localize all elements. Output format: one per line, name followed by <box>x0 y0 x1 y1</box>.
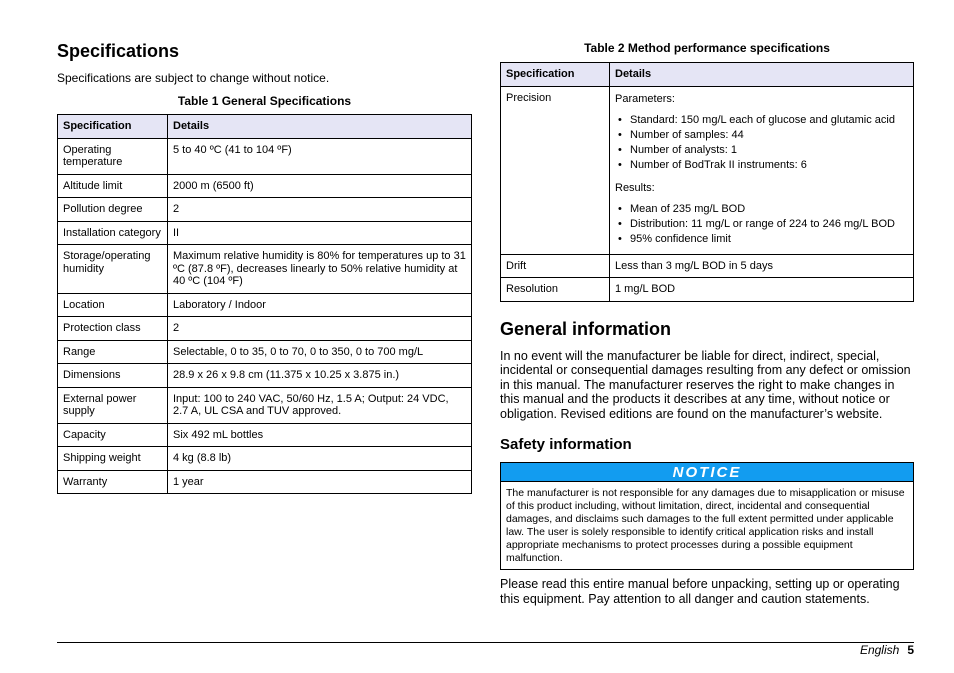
right-column <box>500 38 914 606</box>
left-column <box>57 38 472 494</box>
notice-box <box>500 462 914 570</box>
spec-cell: Resolution <box>501 278 610 302</box>
details-cell: 2 <box>168 198 472 222</box>
spec-cell: Shipping weight <box>58 447 168 471</box>
notice-text: The manufacturer is not responsible for any damages due to misapplication or misuse of this product including, without limitation, direct, incidental and consequential damages, and disclaims such damages to the full extent permitted under applicable law. The user is solely responsible to identify critical application risks and install appropriate mechanisms to protect processes during a possible equipment malfunction. <box>506 487 905 564</box>
table-row <box>58 174 472 198</box>
table-row <box>58 447 472 471</box>
specifications-intro: Specifications are subject to change without notice. <box>57 71 330 85</box>
spec-cell: Drift <box>501 254 610 278</box>
list-item: • Mean of 235 mg/L BOD <box>615 202 908 217</box>
details-cell: 28.9 x 26 x 9.8 cm (11.375 x 10.25 x 3.875 in.) <box>168 364 472 388</box>
table1-header-row <box>58 115 472 139</box>
spec-cell: Pollution degree <box>58 198 168 222</box>
table1-header-specification: Specification <box>58 115 168 139</box>
list-item: • Distribution: 11 mg/L or range of 224 to 246 mg/L BOD <box>615 217 908 232</box>
spec-cell: Installation category <box>58 221 168 245</box>
footer-language: English <box>859 643 900 657</box>
spec-cell: External power supply <box>58 387 168 423</box>
footer-divider <box>57 642 914 643</box>
parameters-list <box>615 113 908 173</box>
specifications-heading: Specifications <box>57 41 180 61</box>
details-cell: Selectable, 0 to 35, 0 to 70, 0 to 350, 0 to 700 mg/L <box>168 340 472 364</box>
list-item: • Number of samples: 44 <box>615 128 908 143</box>
spec-cell: Warranty <box>58 470 168 494</box>
table1-header-details: Details <box>168 115 472 139</box>
details-cell: II <box>168 221 472 245</box>
details-cell: 2 <box>168 317 472 341</box>
table-row <box>58 340 472 364</box>
general-information-heading: General information <box>500 318 672 339</box>
spec-cell: Protection class <box>58 317 168 341</box>
details-cell: 2000 m (6500 ft) <box>168 174 472 198</box>
table-row <box>58 245 472 294</box>
precision-label: Precision <box>501 86 610 254</box>
table2-caption: Table 2 Method performance specifications <box>584 41 830 55</box>
details-cell: Input: 100 to 240 VAC, 50/60 Hz, 1.5 A; Output: 24 VDC, 2.7 A, UL CSA and TUV approved. <box>168 387 472 423</box>
list-item: • Number of analysts: 1 <box>615 143 908 158</box>
results-label: Results: <box>615 181 655 194</box>
table-row <box>58 293 472 317</box>
spec-cell: Dimensions <box>58 364 168 388</box>
precision-details <box>610 86 914 254</box>
page-footer <box>860 643 914 657</box>
details-cell: 1 year <box>168 470 472 494</box>
spec-cell: Location <box>58 293 168 317</box>
safety-closing-text: Please read this entire manual before unpacking, setting up or operating this equipment. Pay attention to all danger and caution statements. <box>500 577 900 606</box>
spec-cell: Operating temperature <box>58 138 168 174</box>
list-item: • Standard: 150 mg/L each of glucose and glutamic acid <box>615 113 908 128</box>
table-row <box>501 254 914 278</box>
details-cell: Six 492 mL bottles <box>168 423 472 447</box>
spec-cell: Range <box>58 340 168 364</box>
safety-information-heading: Safety information <box>500 436 632 453</box>
general-information-body: In no event will the manufacturer be liable for direct, indirect, special, incidental or consequential damages resulting from any defect or omission in this manual. The manufacturer reserves the right to make changes in this manual and the products it describes at any time, without notice or obligation. Revised editions are found on the manufacturer’s website. <box>500 348 911 421</box>
table-row <box>58 470 472 494</box>
table-row <box>58 317 472 341</box>
table1-caption: Table 1 General Specifications <box>177 94 352 108</box>
details-cell: Laboratory / Indoor <box>168 293 472 317</box>
table-row <box>501 278 914 302</box>
details-cell: 1 mg/L BOD <box>610 278 914 302</box>
spec-cell: Capacity <box>58 423 168 447</box>
details-cell: 4 kg (8.8 lb) <box>168 447 472 471</box>
table-row <box>501 86 914 254</box>
general-specifications-table <box>57 114 472 494</box>
details-cell: Maximum relative humidity is 80% for temperatures up to 31 ºC (87.8 ºF), decreases linearly to 50% relative humidity at 40 ºC (104 ºF) <box>168 245 472 294</box>
page-number: 5 <box>907 643 914 657</box>
notice-label: NOTICE <box>501 463 913 482</box>
table-row <box>58 387 472 423</box>
spec-cell: Storage/operating humidity <box>58 245 168 294</box>
table-row <box>58 138 472 174</box>
table2-header-row <box>501 63 914 87</box>
table-row <box>58 221 472 245</box>
list-item: • Number of BodTrak II instruments: 6 <box>615 158 908 173</box>
table-row <box>58 198 472 222</box>
list-item: • 95% confidence limit <box>615 232 908 247</box>
table2-header-specification: Specification <box>501 63 610 87</box>
table-row <box>58 423 472 447</box>
table2-header-details: Details <box>610 63 914 87</box>
table-row <box>58 364 472 388</box>
method-performance-table <box>500 62 914 302</box>
details-cell: 5 to 40 ºC (41 to 104 ºF) <box>168 138 472 174</box>
parameters-label: Parameters: <box>615 92 675 105</box>
spec-cell: Altitude limit <box>58 174 168 198</box>
results-list <box>615 202 908 247</box>
details-cell: Less than 3 mg/L BOD in 5 days <box>610 254 914 278</box>
